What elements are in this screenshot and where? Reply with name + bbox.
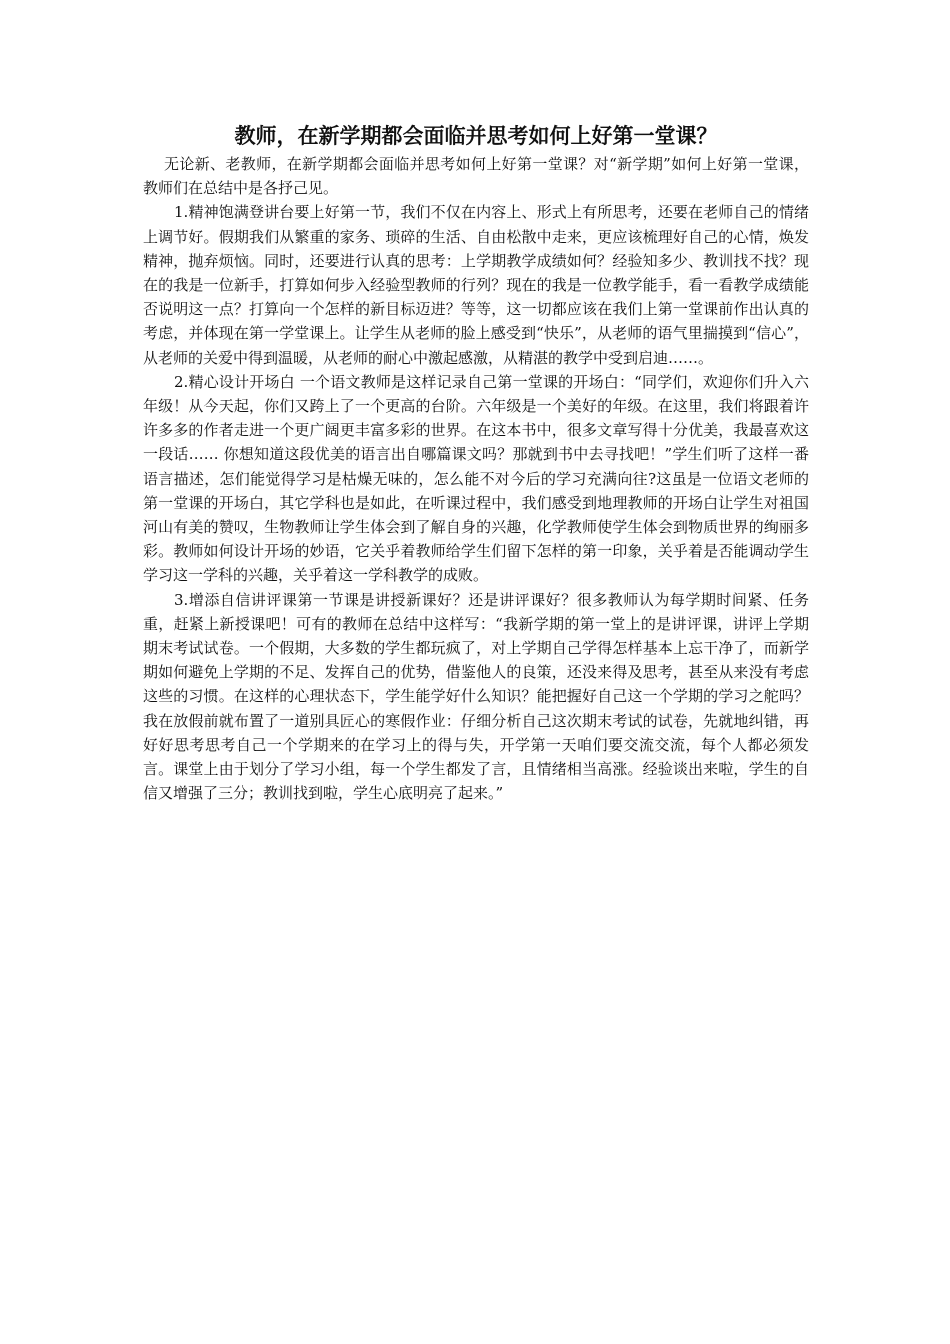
section-3-paragraph: 3.增添自信讲评课第一节课是讲授新课好？还是讲评课好？很多教师认为每学期时间紧、任务重，赶紧上新授课吧！可有的教师在总结中这样写：“我新学期的第一堂上的是讲评课，讲评上学期期末考试试卷。一个假期，大多数的学生都玩疯了，对上学期自己学得怎样基本上忘干净了，而新学期如何避免上学期的不足、发挥自己的优势，借鉴他人的良策，还没来得及思考，甚至从来没有考虑这些的习惯。在这样的心理状态下，学生能学好什么知识？能把握好自己这一个学期的学习之舵吗？我在放假前就布置了一道别具匠心的寒假作业：仔细分析自己这次期末考试的试卷，先就地纠错，再好好思考思考自己一个学期来的在学习上的得与失，开学第一天咱们要交流交流，每个人都必须发言。课堂上由于划分了学习小组，每一个学生都发了言，且情绪相当高涨。经验谈出来啦，学生的自信又增强了三分；教训找到啦，学生心底明亮了起来。” <box>143 590 809 803</box>
section-2-paragraph: 2.精心设计开场白 一个语文教师是这样记录自己第一堂课的开场白：“同学们，欢迎你们升入六年级！从今天起，你们又跨上了一个更高的台阶。六年级是一个美好的年级。在这里，我们将跟着许许多多的作者走进一个更广阔更丰富多彩的世界。在这本书中，很多文章写得十分优美，我最喜欢这一段话…… 你想知道这段优美的语言出自哪篇课文吗？那就到书中去寻找吧！”学生们听了这样一番语言描述，怎们能觉得学习是枯燥无味的，怎么能不对今后的学习充满向往?这虽是一位语文老师的第一堂课的开场白，其它学科也是如此，在听课过程中，我们感受到地理教师的开场白让学生对祖国河山有美的赞叹，生物教师让学生体会到了解自身的兴趣，化学教师使学生体会到物质世界的绚丽多彩。教师如何设计开场的妙语，它关乎着教师给学生们留下怎样的第一印象，关乎着是否能调动学生学习这一学科的兴趣，关乎着这一学科教学的成败。 <box>143 372 809 585</box>
document-body <box>143 120 809 805</box>
intro-paragraph: 无论新、老教师，在新学期都会面临并思考如何上好第一堂课？对“新学期”如何上好第一堂课，教师们在总结中是各抒己见。 <box>143 155 809 198</box>
section-1-paragraph: 1.精神饱满登讲台要上好第一节，我们不仅在内容上、形式上有所思考，还要在老师自己的情绪上调节好。假期我们从繁重的家务、琐碎的生活、自由松散中走来，更应该梳理好自己的心情，焕发精神，抛弃烦恼。同时，还要进行认真的思考：上学期教学成绩如何？经验知多少、教训找不找？现在的我是一位新手，打算如何步入经验型教师的行列？现在的我是一位教学能手，看一看教学成绩能否说明这一点？打算向一个怎样的新目标迈进？等等，这一切都应该在我们上第一堂课前作出认真的考虑，并体现在第一学堂课上。让学生从老师的脸上感受到“快乐”，从老师的语气里揣摸到“信心”，从老师的关爱中得到温暖，从老师的耐心中激起感激，从精湛的教学中受到启迪……。 <box>143 203 809 367</box>
document-title: 教师，在新学期都会面临并思考如何上好第一堂课？ <box>234 124 718 148</box>
